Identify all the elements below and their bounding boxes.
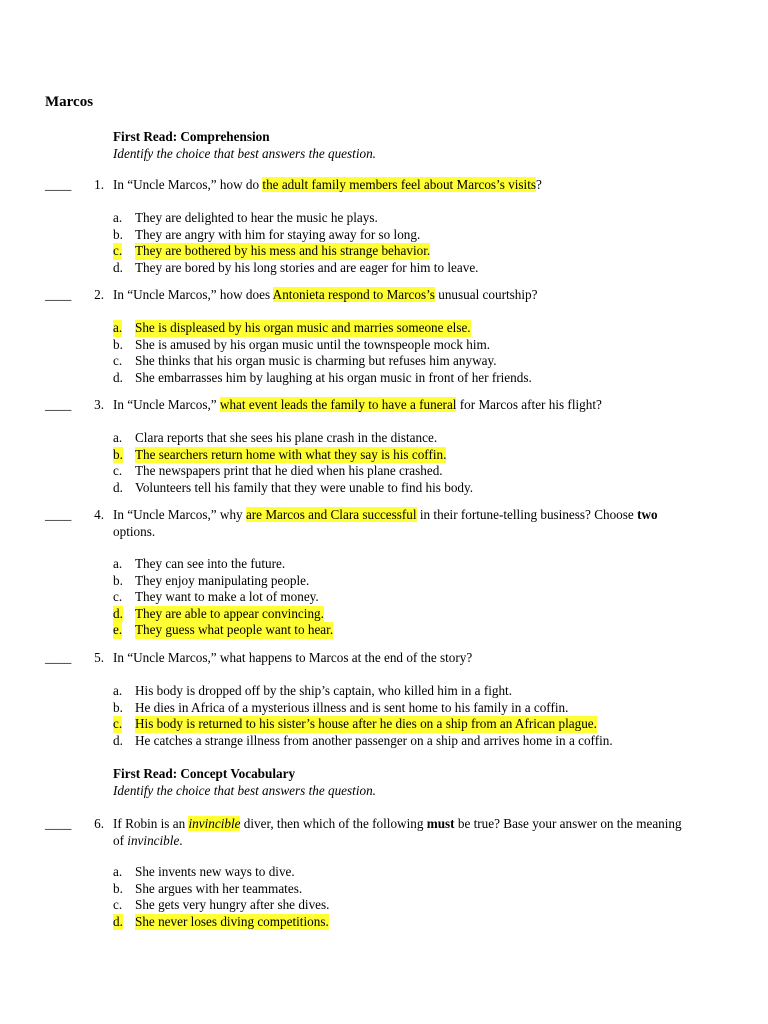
- question-5-options: [113, 683, 745, 749]
- question-text: [113, 287, 745, 304]
- option-letter: c.: [113, 243, 123, 258]
- answer-option[interactable]: [113, 573, 745, 590]
- emphasis-word: two: [637, 507, 658, 522]
- option-letter: a.: [113, 683, 123, 698]
- page-title: Marcos: [45, 94, 94, 110]
- option-letter: b.: [113, 226, 123, 242]
- answer-option[interactable]: [113, 683, 745, 700]
- option-letter: d.: [113, 479, 123, 495]
- answer-blank[interactable]: ____: [45, 816, 72, 831]
- answer-option[interactable]: [113, 700, 745, 717]
- option-text: They are bothered by his mess and his strange behavior.: [135, 243, 431, 258]
- answer-option[interactable]: [113, 447, 745, 464]
- option-letter: b.: [113, 446, 123, 462]
- option-letter: b.: [113, 880, 123, 896]
- question-6-options: [113, 864, 745, 930]
- option-text: They are able to appear convincing.: [135, 605, 324, 621]
- option-text: They want to make a lot of money.: [135, 589, 319, 604]
- option-letter: a.: [113, 430, 123, 445]
- question-text-part: for Marcos after his flight?: [456, 397, 602, 412]
- option-letter: b.: [113, 572, 123, 588]
- question-2-options: [113, 320, 745, 386]
- option-text: She never loses diving competitions.: [135, 913, 329, 929]
- highlighted-word: invincible: [188, 816, 241, 831]
- option-letter: a.: [113, 320, 123, 335]
- question-text-part: In “Uncle Marcos,” how does: [113, 287, 273, 302]
- answer-option[interactable]: [113, 320, 745, 337]
- answer-option[interactable]: [113, 622, 745, 639]
- option-text: They can see into the future.: [135, 556, 286, 571]
- section-instruction: Identify the choice that best answers the question.: [113, 782, 376, 798]
- option-text: They are bored by his long stories and are eager for him to leave.: [135, 259, 479, 275]
- answer-blank[interactable]: ____: [45, 177, 72, 192]
- option-text: Clara reports that she sees his plane crash in the distance.: [135, 430, 438, 445]
- answer-option[interactable]: [113, 897, 745, 914]
- option-text: She invents new ways to dive.: [135, 864, 295, 879]
- answer-blank[interactable]: ____: [45, 287, 72, 302]
- option-letter: a.: [113, 556, 123, 571]
- answer-option[interactable]: [113, 430, 745, 447]
- option-letter: d.: [113, 259, 123, 275]
- option-text: The searchers return home with what they say is his coffin.: [135, 446, 447, 462]
- answer-blank[interactable]: ____: [45, 507, 72, 522]
- question-number: 5.: [94, 650, 104, 665]
- question-text-part: in their fortune-telling business? Choose: [416, 507, 638, 522]
- option-letter: c.: [113, 589, 123, 604]
- question-text-part: of: [113, 832, 128, 848]
- question-text-part: options.: [113, 523, 156, 539]
- answer-option[interactable]: [113, 864, 745, 881]
- answer-option[interactable]: [113, 370, 745, 387]
- option-letter: c.: [113, 463, 123, 478]
- highlighted-phrase: what event leads the family to have a funeral: [219, 397, 457, 412]
- question-text-part: diver, then which of the following: [240, 816, 427, 831]
- option-letter: c.: [113, 897, 123, 912]
- option-text: They enjoy manipulating people.: [135, 572, 310, 588]
- option-letter: b.: [113, 336, 123, 352]
- answer-option[interactable]: [113, 733, 745, 750]
- answer-option[interactable]: [113, 881, 745, 898]
- option-letter: e.: [113, 622, 123, 637]
- section-title: First Read: Concept Vocabulary: [113, 766, 296, 781]
- option-text: His body is dropped off by the ship’s captain, who killed him in a fight.: [135, 683, 513, 698]
- question-text: In “Uncle Marcos,” what happens to Marcos at the end of the story?: [113, 650, 473, 665]
- question-text: [113, 177, 745, 194]
- option-text: He dies in Africa of a mysterious illness and is sent home to his family in a coffin.: [135, 699, 569, 715]
- question-text: [113, 816, 745, 849]
- option-letter: d.: [113, 369, 123, 385]
- answer-option[interactable]: [113, 463, 745, 480]
- question-text-part: In “Uncle Marcos,” why: [113, 507, 246, 522]
- option-letter: b.: [113, 699, 123, 715]
- option-text: She argues with her teammates.: [135, 880, 303, 896]
- section-title: First Read: Comprehension: [113, 129, 270, 144]
- question-text-part: In “Uncle Marcos,”: [113, 397, 220, 412]
- section-comprehension-header: [113, 129, 733, 162]
- answer-option[interactable]: [113, 227, 745, 244]
- emphasis-word: must: [426, 816, 455, 831]
- question-3-options: [113, 430, 745, 496]
- answer-blank[interactable]: ____: [45, 650, 72, 665]
- option-text: He catches a strange illness from another passenger on a ship and arrives home in a coffin.: [135, 732, 613, 748]
- option-text: His body is returned to his sister’s house after he dies on a ship from an African plague.: [135, 716, 597, 731]
- option-letter: d.: [113, 913, 123, 929]
- option-text: She gets very hungry after she dives.: [135, 897, 330, 912]
- option-letter: a.: [113, 210, 123, 225]
- option-text: She is amused by his organ music until the townspeople mock him.: [135, 336, 491, 352]
- question-text-part: In “Uncle Marcos,” how do: [113, 177, 263, 192]
- highlighted-phrase: Antonieta respond to Marcos’s: [272, 287, 435, 302]
- option-letter: d.: [113, 732, 123, 748]
- answer-blank[interactable]: ____: [45, 397, 72, 412]
- answer-option[interactable]: [113, 243, 745, 260]
- answer-option[interactable]: [113, 260, 745, 277]
- vocab-word: invincible: [127, 832, 180, 848]
- answer-option[interactable]: [113, 606, 745, 623]
- question-text: [113, 397, 745, 414]
- question-text: [113, 507, 745, 540]
- option-text: The newspapers print that he died when his plane crashed.: [135, 463, 443, 478]
- section-vocabulary-header: [113, 766, 733, 799]
- highlighted-phrase: the adult family members feel about Marcos’s visits: [262, 177, 536, 192]
- question-text-part: unusual courtship?: [434, 287, 538, 302]
- question-text-part: If Robin is an: [113, 816, 189, 831]
- question-number: 1.: [94, 177, 104, 192]
- question-text-part: ?: [536, 177, 542, 192]
- option-letter: c.: [113, 716, 123, 731]
- option-letter: c.: [113, 353, 123, 368]
- question-text-part: .: [179, 832, 183, 848]
- question-number: 4.: [94, 507, 104, 522]
- answer-option[interactable]: [113, 337, 745, 354]
- section-instruction: Identify the choice that best answers the question.: [113, 145, 376, 161]
- question-4-options: [113, 556, 745, 639]
- option-letter: a.: [113, 864, 123, 879]
- answer-option[interactable]: [113, 914, 745, 931]
- option-text: They guess what people want to hear.: [135, 622, 334, 637]
- question-number: 6.: [94, 816, 104, 831]
- answer-option[interactable]: [113, 210, 745, 227]
- option-text: They are angry with him for staying away for so long.: [135, 226, 421, 242]
- answer-option[interactable]: [113, 353, 745, 370]
- option-text: She is displeased by his organ music and marries someone else.: [135, 320, 471, 335]
- answer-option[interactable]: [113, 480, 745, 497]
- option-text: They are delighted to hear the music he plays.: [135, 210, 378, 225]
- question-text-part: be true? Base your answer on the meaning: [454, 816, 682, 831]
- question-number: 3.: [94, 397, 104, 412]
- question-1-options: [113, 210, 745, 276]
- answer-option[interactable]: [113, 556, 745, 573]
- option-text: Volunteers tell his family that they were unable to find his body.: [135, 479, 474, 495]
- question-number: 2.: [94, 287, 104, 302]
- option-letter: d.: [113, 605, 123, 621]
- highlighted-phrase: are Marcos and Clara successful: [245, 507, 417, 522]
- option-text: She embarrasses him by laughing at his organ music in front of her friends.: [135, 369, 532, 385]
- option-text: She thinks that his organ music is charming but refuses him anyway.: [135, 353, 497, 368]
- answer-option[interactable]: [113, 716, 745, 733]
- answer-option[interactable]: [113, 589, 745, 606]
